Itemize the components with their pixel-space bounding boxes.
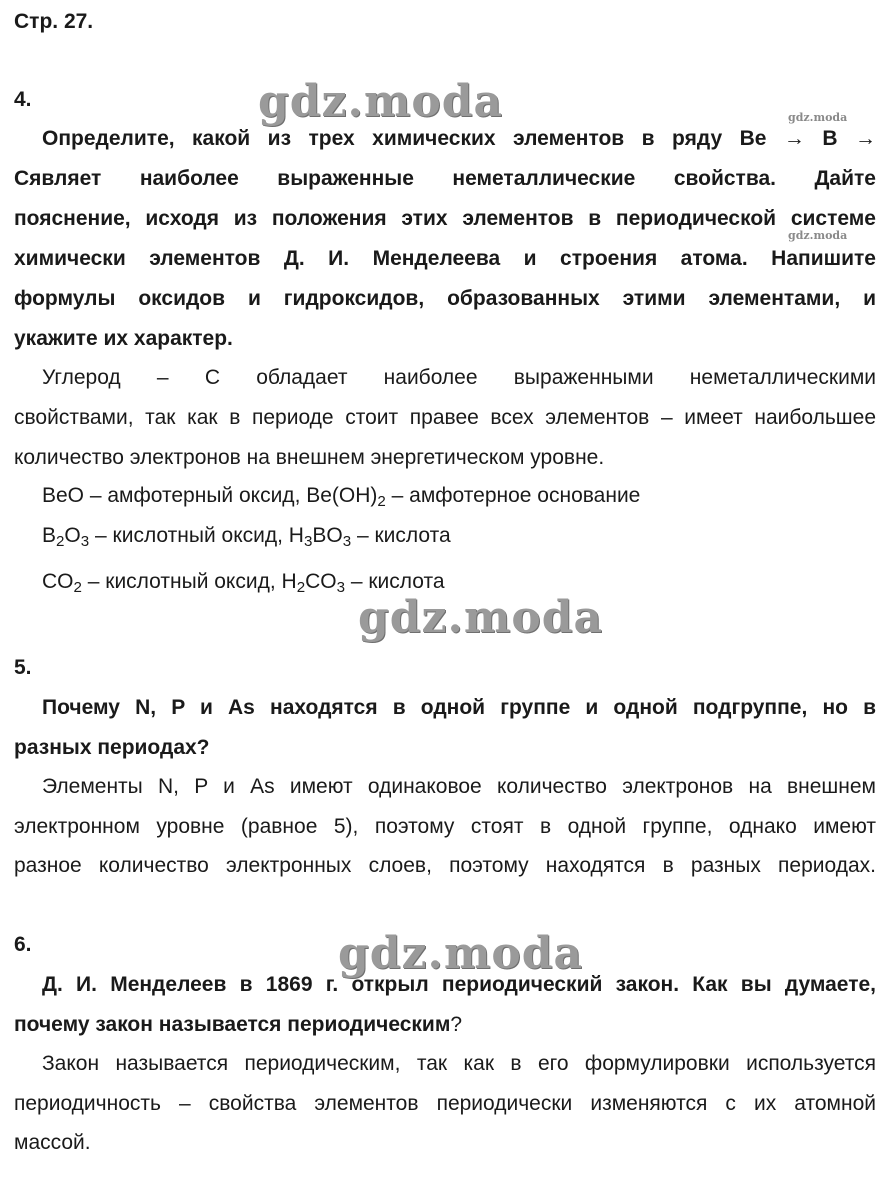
formula-subscript: 2 [377, 492, 386, 510]
formula-text: – амфотерное основание [385, 484, 641, 507]
formula-text: CO [305, 570, 337, 593]
task-4-question-line-2: Cявляет наиболее выраженные неметаллические свойства. Дайте [14, 167, 876, 190]
task-5-number: 5. [14, 656, 32, 679]
watermark-3: gdz.moda [338, 928, 584, 979]
formula-subscript: 2 [296, 578, 306, 596]
task-6-question-text: почему закон называется периодическим [14, 1013, 451, 1036]
formula-text: O [64, 524, 81, 547]
task-4-number: 4. [14, 88, 32, 111]
task-4-question-line-4: химически элементов Д. И. Менделеева и строения атома. Напишите [14, 247, 876, 270]
formula-text: B [42, 524, 57, 547]
formula-subscript: 3 [80, 532, 90, 550]
task-6-question-line-1: Д. И. Менделеев в 1869 г. открыл периодический закон. Как вы думаете, [42, 973, 876, 996]
task-4-answer-line-2: свойствами, так как в периоде стоит правее всех элементов – имеет наибольшее [14, 406, 876, 429]
formula-beryllium [42, 482, 876, 510]
task-4-question-line-1: Определите, какой из трех химических элементов в ряду Be → B → [42, 127, 876, 150]
formula-carbon [42, 568, 876, 596]
watermark-small-2: gdz.moda [788, 229, 848, 242]
formula-text: – кислота [351, 524, 451, 547]
formula-boron [42, 522, 876, 550]
task-6-answer-line-2: периодичность – свойства элементов периодически изменяются с их атомной [14, 1092, 876, 1115]
task-4-answer-line-1: Углерод – С обладает наиболее выраженными неметаллическими [42, 366, 876, 389]
formula-subscript: 3 [336, 578, 345, 596]
formula-text: – кислотный оксид, H [81, 570, 297, 593]
task-6-number: 6. [14, 933, 32, 956]
task-6-question-mark: ? [450, 1013, 463, 1036]
task-4-answer-line-3: количество электронов на внешнем энергетическом уровне. [14, 446, 605, 469]
watermark-1: gdz.moda [258, 76, 504, 127]
task-6-answer-line-1: Закон называется периодическим, так как в его формулировки используется [42, 1052, 876, 1075]
formula-subscript: 2 [56, 532, 65, 550]
task-6-question-line-2 [14, 1011, 876, 1039]
task-5-question-line-1: Почему N, P и As находятся в одной группе и одной подгруппе, но в [42, 696, 876, 719]
task-5-question-line-2: разных периодах? [14, 736, 210, 759]
formula-text: – кислотный оксид, H [89, 524, 304, 547]
formula-subscript: 3 [303, 532, 313, 550]
formula-text: BO [312, 524, 343, 547]
task-5-answer-line-2: электронном уровне (равное 5), поэтому стоят в одной группе, однако имеют [14, 815, 876, 838]
task-4-question-line-5: формулы оксидов и гидроксидов, образованных этими элементами, и [14, 287, 876, 310]
task-5-answer-line-1: Элементы N, P и As имеют одинаковое количество электронов на внешнем [42, 775, 876, 798]
task-4-question-line-6: укажите их характер. [14, 327, 233, 350]
task-5-answer-line-3: разное количество электронных слоев, поэтому находятся в разных периодах. [14, 854, 876, 877]
page-label: Стр. 27. [14, 10, 94, 33]
formula-text: – кислота [345, 570, 445, 593]
task-6-answer-line-3: массой. [14, 1131, 91, 1154]
formula-subscript: 2 [73, 578, 82, 596]
watermark-small-1: gdz.moda [788, 111, 848, 124]
task-4-question-line-3: пояснение, исходя из положения этих элементов в периодической системе [14, 207, 876, 230]
formula-text: CO [42, 570, 74, 593]
watermark-2: gdz.moda [358, 592, 604, 643]
formula-subscript: 3 [342, 532, 352, 550]
formula-text: BeO – амфотерный оксид, Be(OH) [42, 484, 378, 507]
